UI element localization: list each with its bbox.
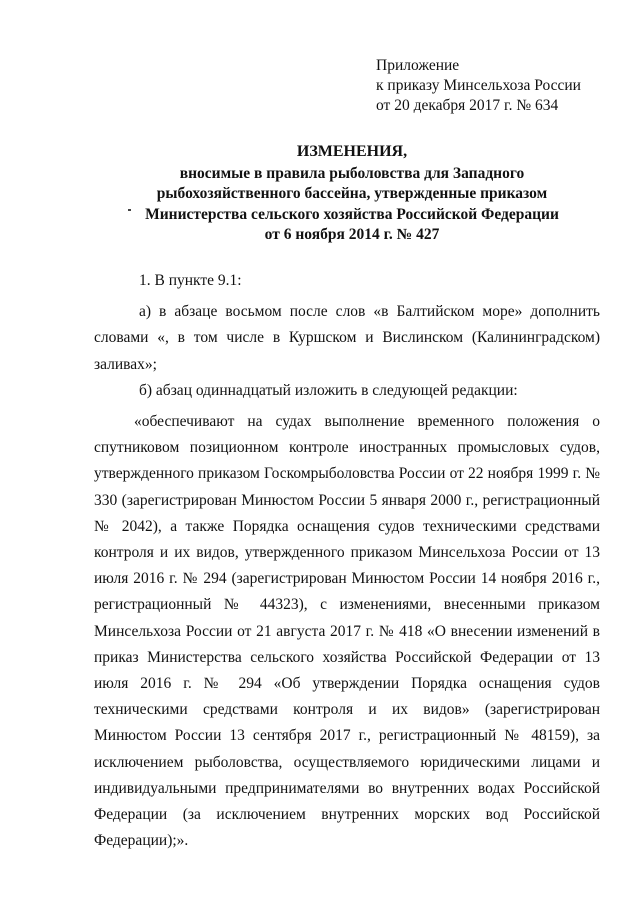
annex-line-3: от 20 декабря 2017 г. № 634 [376,97,559,114]
title-line-1: вносимые в правила рыболовства для Западного [179,164,525,182]
subitem-a: а) в абзаце восьмом после слов «в Балтийском море» дополнить словами «, в том числе в Куршском и Вислинском (Калининградском) заливах»; [94,303,600,373]
quoted-paragraph: «обеспечивают на судах выполнение временного положения о спутниковом позиционном контроле иностранных промысловых судов, утвержденного приказом Госкомрыболовства России от 22 ноября 1999 г. № 330 (зарегистрирован Минюстом России 5 января 2000 г., регистрационный № 2042), а также Порядка оснащения судов техническими средствами контроля и их видов, утвержденного приказом Минсельхоза России от 13 июля 2016 г. № 294 (зарегистрирован Минюстом России 14 ноября 2016 г., регистрационный № 44323), с изменениями, внесенными приказом Минсельхоза России от 21 августа 2017 г. № 418 «О внесении изменений в приказ Министерства сельского хозяйства Российской Федерации от 13 июля 2016 г. № 294 «Об утверждении Порядка оснащения судов техническими средствами контроля и их видов» (зарегистрирован Минюстом России 13 сентября 2017 г., регистрационный № 48159), за исключением рыболовства, осуществляемого юридическими лицами и индивидуальными предпринимателями во внутренних водах Российской Федерации (за исключением внутренних морских вод Российской Федерации);». [94,413,600,850]
title-main: ИЗМЕНЕНИЯ, [296,143,408,160]
document-body [94,268,600,854]
scan-speck [128,209,131,211]
title-line-4: от 6 ноября 2014 г. № 427 [264,226,440,243]
annex-header [376,56,581,116]
title-line-3: Министерства сельского хозяйства Российской Федерации [145,205,559,223]
title-line-2: рыбохозяйственного бассейна, утвержденные приказом [156,185,548,202]
subitem-b: б) абзац одиннадцатый изложить в следующей редакции: [139,381,518,399]
annex-line-2: к приказу Минсельхоза России [376,77,581,94]
document-title [80,142,624,246]
item-1: 1. В пункте 9.1: [139,272,242,289]
annex-line-1: Приложение [376,57,460,74]
